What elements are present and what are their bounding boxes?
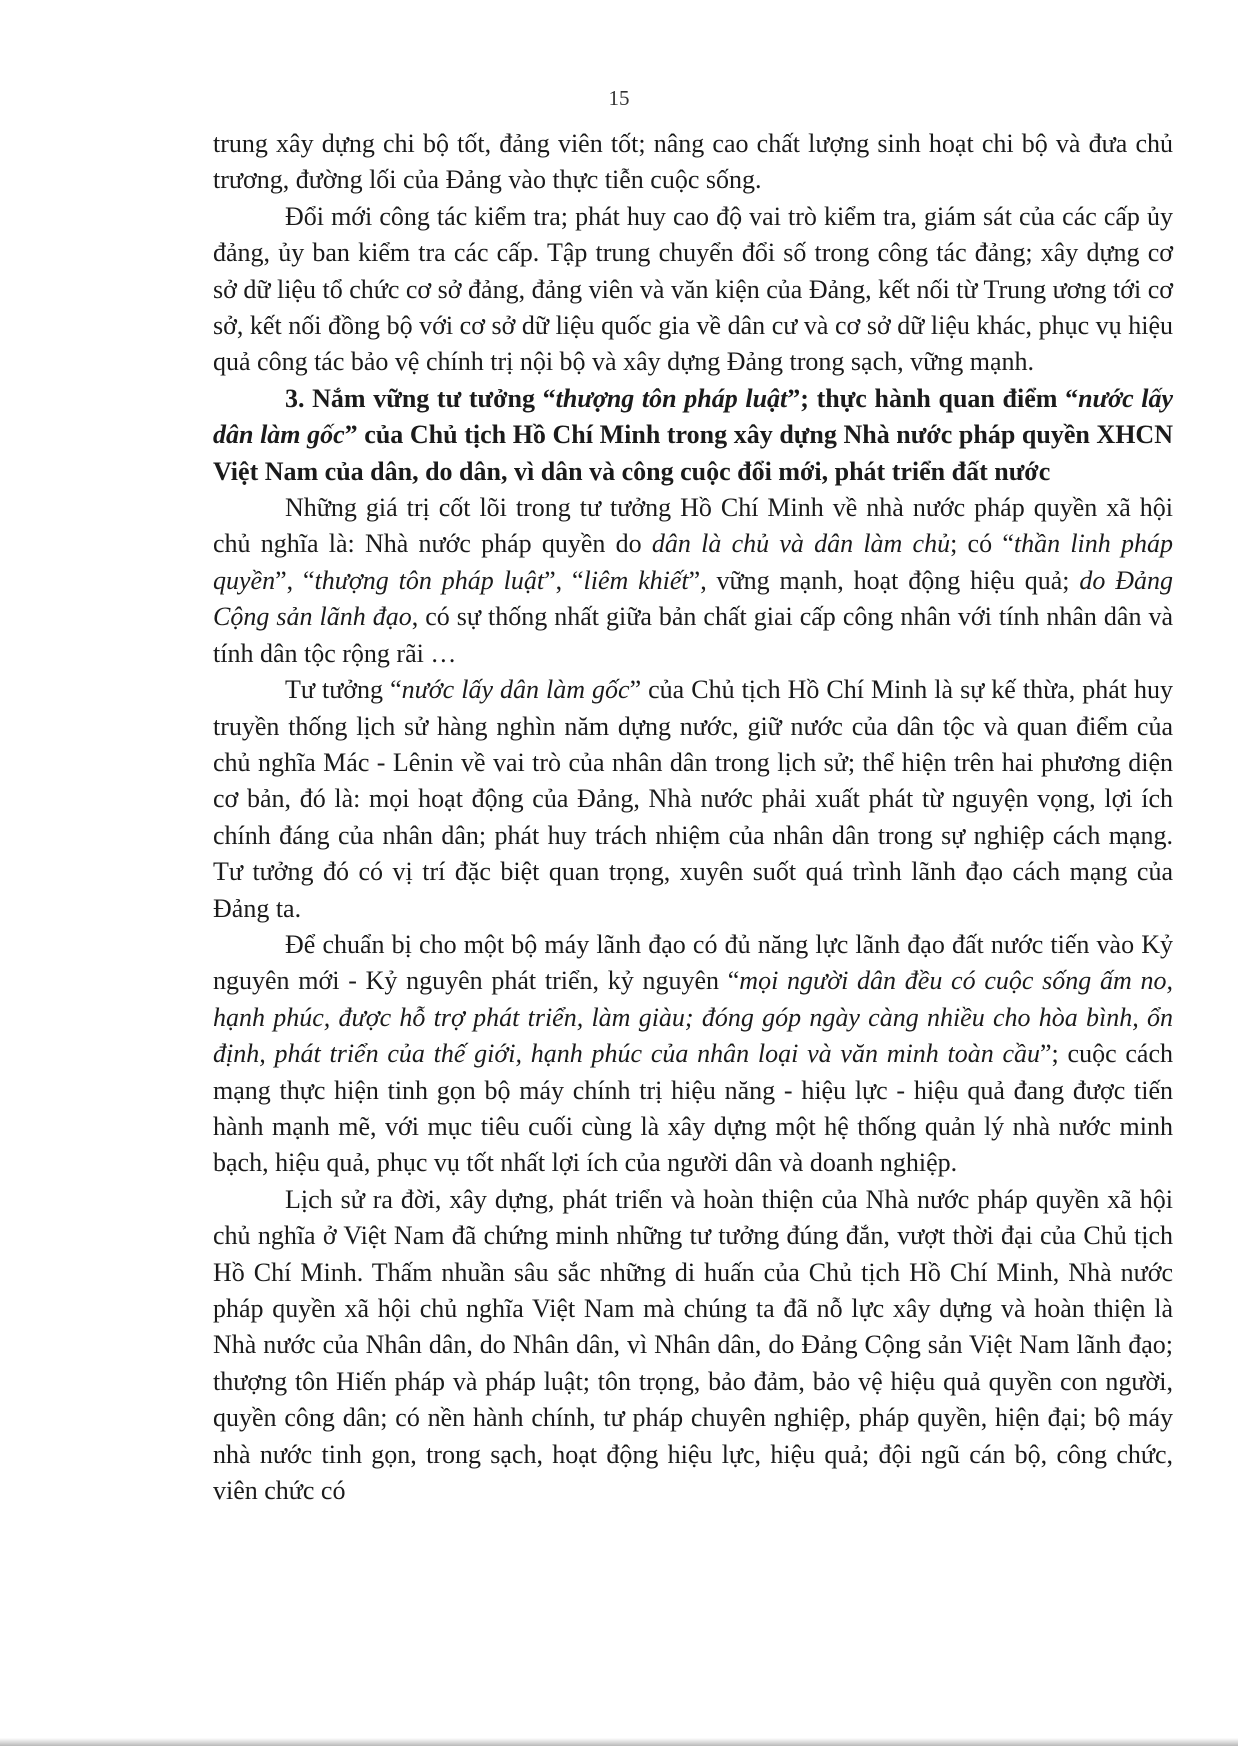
text-run: ”, “	[544, 565, 584, 595]
text-run: ” của Chủ tịch Hồ Chí Minh là sự kế thừa, phát huy truyền thống lịch sử hàng nghìn năm dựng nước, giữ nước của dân tộc và quan điểm của chủ nghĩa Mác - Lênin về vai trò của nhân dân trong lịch sử; thể hiện trên hai phương diện cơ bản, đó là: mọi hoạt động của Đảng, Nhà nước phải xuất phát từ nguyện vọng, lợi ích chính đáng của nhân dân; phát huy trách nhiệm của nhân dân trong sự nghiệp cách mạng. Tư tưởng đó có vị trí đặc biệt quan trọng, xuyên suốt quá trình lãnh đạo cách mạng của Đảng ta.	[213, 675, 1174, 923]
paragraph-history: Lịch sử ra đời, xây dựng, phát triển và hoàn thiện của Nhà nước pháp quyền xã hội chủ nghĩa ở Việt Nam đã chứng minh những tư tưởng đúng đắn, vượt thời đại của Chủ tịch Hồ Chí Minh. Thấm nhuần sâu sắc những di huấn của Chủ tịch Hồ Chí Minh, Nhà nước pháp quyền xã hội chủ nghĩa Việt Nam mà chúng ta đã nỗ lực xây dựng và hoàn thiện là Nhà nước của Nhân dân, do Nhân dân, vì Nhân dân, do Đảng Cộng sản Việt Nam lãnh đạo; thượng tôn Hiến pháp và pháp luật; tôn trọng, bảo đảm, bảo vệ hiệu quả quyền con người, quyền công dân; có nền hành chính, tư pháp chuyên nghiệp, pháp quyền, hiện đại; bộ máy nhà nước tinh gọn, trong sạch, hoạt động hiệu lực, hiệu quả; đội ngũ cán bộ, công chức, viên chức có	[213, 1184, 1173, 1506]
heading-text: ”; thực hành quan điểm “	[787, 383, 1079, 413]
paragraph-core-values	[213, 490, 1173, 672]
text-run: , có sự thống nhất giữa bản chất giai cấp công nhân với tính nhân dân và tính dân tộc rộng rãi …	[213, 602, 1174, 668]
paragraph-people-as-root	[213, 672, 1173, 927]
text-run: ”, “	[275, 565, 315, 595]
italic-phrase: do Đảng Cộng sản lãnh đạo	[213, 565, 1173, 632]
text-run: ”, vững mạnh, hoạt động hiệu quả;	[688, 565, 1080, 595]
italic-phrase: dân là chủ và dân làm chủ	[651, 529, 951, 559]
paragraph-continuation: trung xây dựng chi bộ tốt, đảng viên tốt; nâng cao chất lượng sinh hoạt chi bộ và đưa chủ trương, đường lối của Đảng vào thực tiễn cuộc sống.	[213, 129, 1173, 195]
scan-edge	[0, 1738, 1238, 1746]
italic-phrase: thần linh pháp quyền	[213, 529, 1174, 595]
heading-text: ” của Chủ tịch Hồ Chí Minh trong xây dựng Nhà nước pháp quyền XHCN Việt Nam của dân, do dân, vì dân và công cuộc đổi mới, phát triển đất nước	[213, 420, 1173, 486]
heading-italic-phrase: thượng tôn pháp luật	[555, 383, 788, 413]
text-run: ”; cuộc cách mạng thực hiện tinh gọn bộ máy chính trị hiệu năng - hiệu lực - hiệu quả đang được tiến hành mạnh mẽ, với mục tiêu cuối cùng là xây dựng một hệ thống quản lý nhà nước minh bạch, hiệu quả, phục vụ tốt nhất lợi ích của người dân và doanh nghiệp.	[213, 1039, 1173, 1178]
paragraph-new-era	[213, 927, 1173, 1182]
text-run: ; có “	[950, 529, 1014, 559]
section-heading-3	[213, 381, 1173, 490]
italic-phrase: thượng tôn pháp luật	[314, 565, 545, 595]
document-body	[213, 126, 1173, 1509]
paragraph-inspection-reform: Đổi mới công tác kiểm tra; phát huy cao độ vai trò kiểm tra, giám sát của các cấp ủy đảng, ủy ban kiểm tra các cấp. Tập trung chuyển đổi số trong công tác đảng; xây dựng cơ sở dữ liệu tổ chức cơ sở đảng, đảng viên và văn kiện của Đảng, kết nối từ Trung ương tới cơ sở, kết nối đồng bộ với cơ sở dữ liệu quốc gia về dân cư và cơ sở dữ liệu khác, phục vụ hiệu quả công tác bảo vệ chính trị nội bộ và xây dựng Đảng trong sạch, vững mạnh.	[213, 201, 1173, 377]
text-run: Để chuẩn bị cho một bộ máy lãnh đạo có đủ năng lực lãnh đạo đất nước tiến vào Kỷ nguyên mới - Kỷ nguyên phát triển, kỷ nguyên “	[213, 929, 1173, 996]
text-run: Những giá trị cốt lõi trong tư tưởng Hồ Chí Minh về nhà nước pháp quyền xã hội chủ nghĩa là: Nhà nước pháp quyền do	[213, 493, 1173, 559]
heading-italic-phrase: nước lấy dân làm gốc	[213, 383, 1174, 450]
page-number: 15	[608, 86, 630, 110]
italic-phrase: mọi người dân đều có cuộc sống ấm no, hạnh phúc, được hỗ trợ phát triển, làm giàu; đóng góp ngày càng nhiều cho hòa bình, ổn định, phát triển của thế giới, hạnh phúc của nhân loại và văn minh toàn cầu	[213, 966, 1173, 1069]
italic-phrase: nước lấy dân làm gốc	[401, 675, 630, 705]
heading-text: 3. Nắm vững tư tưởng “	[285, 383, 556, 413]
text-run: Tư tưởng “	[285, 675, 402, 705]
italic-phrase: liêm khiết	[583, 565, 689, 595]
